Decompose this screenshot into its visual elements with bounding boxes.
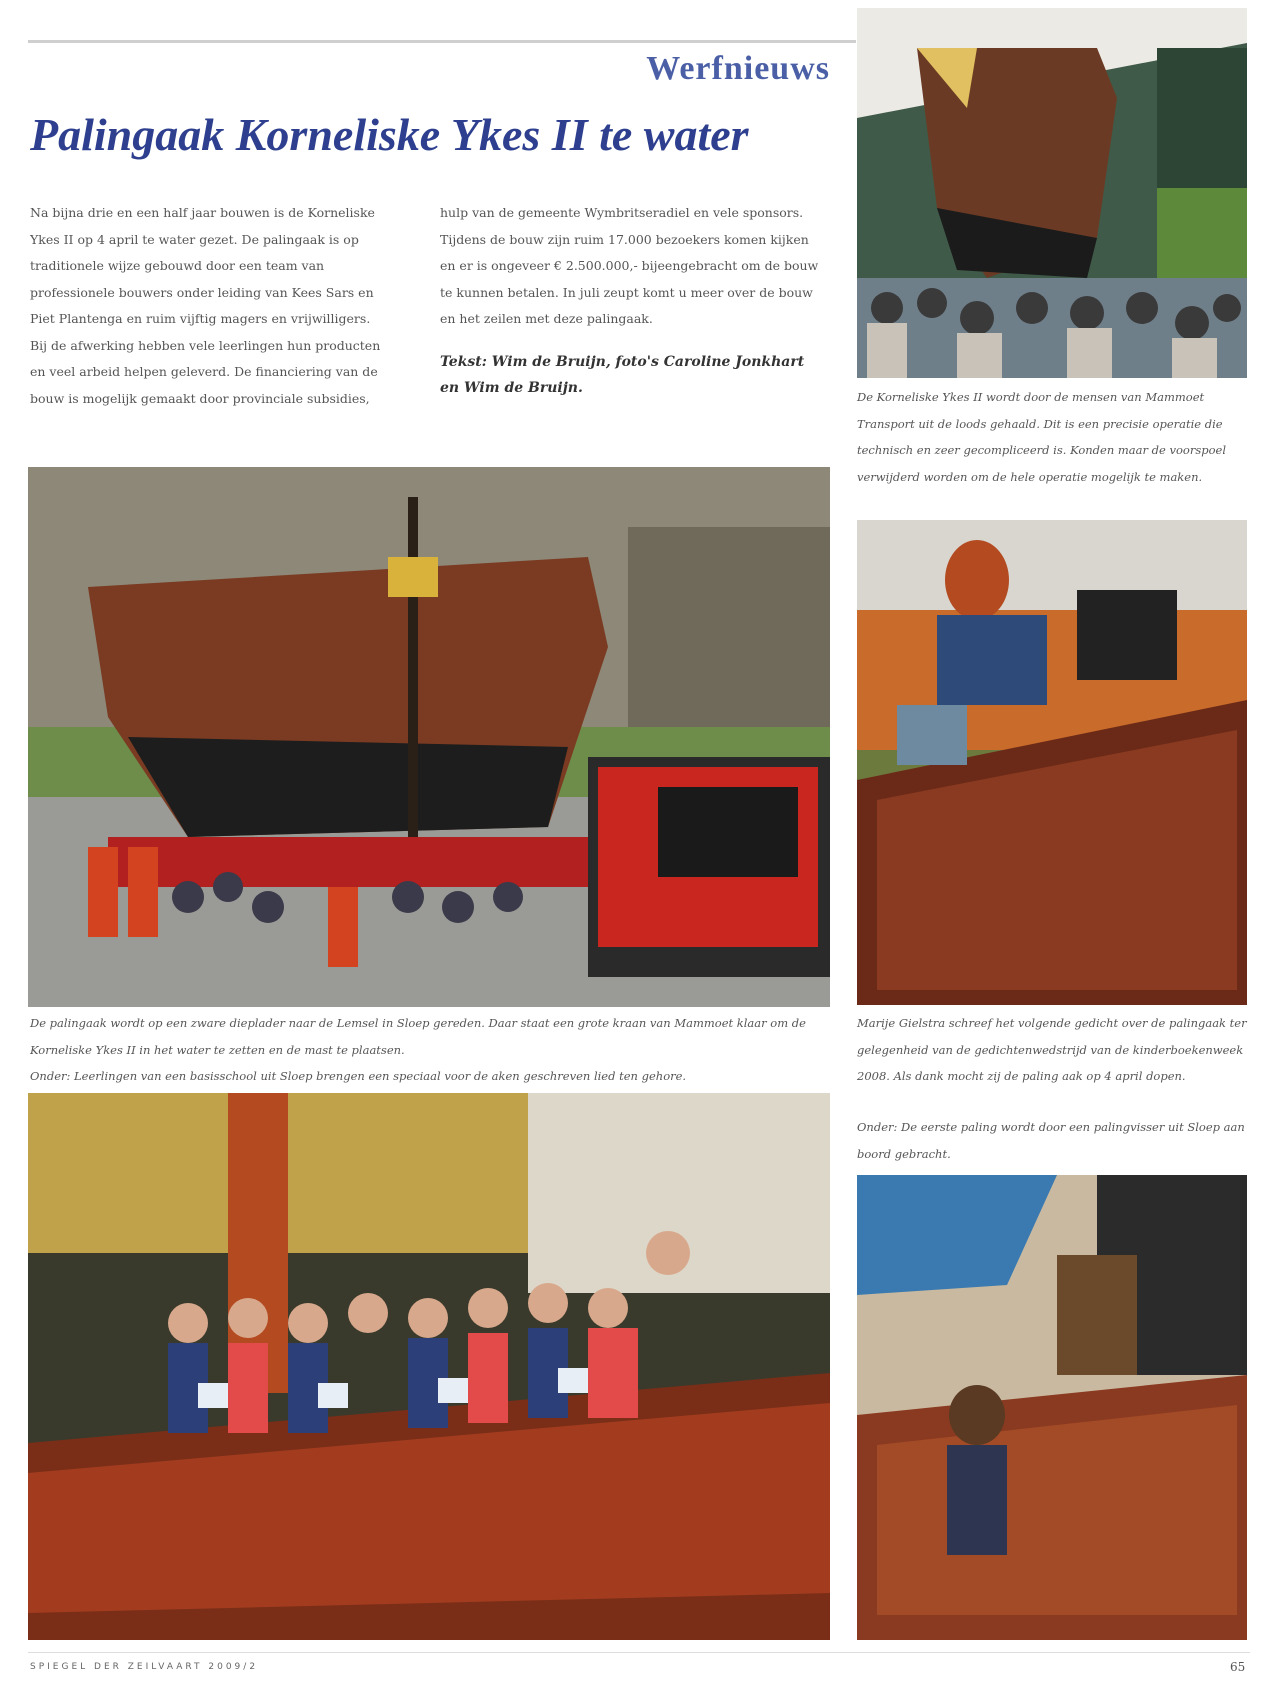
section-label: Werfnieuws (646, 50, 830, 87)
article-column-1 (30, 200, 390, 412)
article-title: Palingaak Korneliske Ykes II te water (30, 109, 749, 160)
caption-right-mid-2: Onder: De eerste paling wordt door een palingvisser uit Sloep aan boord gebracht. (857, 1120, 1245, 1161)
caption-right-top: De Korneliske Ykes II wordt door de mensen van Mammoet Transport uit de loods gehaald. Dit is een precisie operatie die technisch en zeer gecompliceerd is. Konden maar de voorspoel verwijderd worden om de hele operatie mogelijk te maken. (857, 390, 1227, 484)
article-text-1: Na bijna drie en een half jaar bouwen is de Korneliske Ykes II op 4 april te water gezet. De palingaak is op traditionele wijze gebouwd door een team van professionele bouwers onder leiding van Kees Sars en Piet Plantenga en ruim vijftig magers en vrijwilligers. Bij de afwerking hebben vele leerlingen hun producten en veel arbeid helpen geleverd. De financiering van de bouw is mogelijk gemaakt door provinciale subsidies, (30, 205, 381, 406)
page-number: 65 (1230, 1660, 1246, 1674)
header-rule (28, 40, 856, 43)
magazine-name: SPIEGEL DER ZEILVAART 2009/2 (30, 1662, 259, 1672)
ship-on-trailer-photo (28, 467, 830, 1007)
caption-right-mid: Marije Gielstra schreef het volgende gedicht over de palingaak ter gelegenheid van de gedichtenwedstrijd van de kinderboekenweek 2008. Als dank mocht zij de paling aak op 4 april dopen. (857, 1016, 1247, 1083)
choir-in-boat-photo (28, 1093, 830, 1640)
photo-credit: Tekst: Wim de Bruijn, foto's Caroline Jonkhart en Wim de Bruijn. (440, 353, 805, 396)
footer-rule (28, 1652, 1250, 1653)
caption-center-2: Onder: Leerlingen van een basisschool uit Sloep brengen een speciaal voor de aken geschreven lied ten gehore. (30, 1069, 687, 1083)
child-on-boat-photo (857, 1175, 1247, 1640)
article-text-2: hulp van de gemeente Wymbritseradiel en vele sponsors. Tijdens de bouw zijn ruim 17.000 bezoekers komen kijken en er is ongeveer € 2.500.000,- bijeengebracht om de bouw te kunnen betalen. In juli zeupt komt u meer over de bouw en het zeilen met deze palingaak. (440, 205, 819, 326)
girl-at-boat-photo (857, 520, 1247, 1005)
article-column-2 (440, 200, 825, 401)
ship-in-shed-photo (857, 8, 1247, 378)
caption-center: De palingaak wordt op een zware dieplader naar de Lemsel in Sloep gereden. Daar staat een grote kraan van Mammoet klaar om de Korneliske Ykes II in het water te zetten en de mast te plaatsen. (30, 1016, 806, 1057)
